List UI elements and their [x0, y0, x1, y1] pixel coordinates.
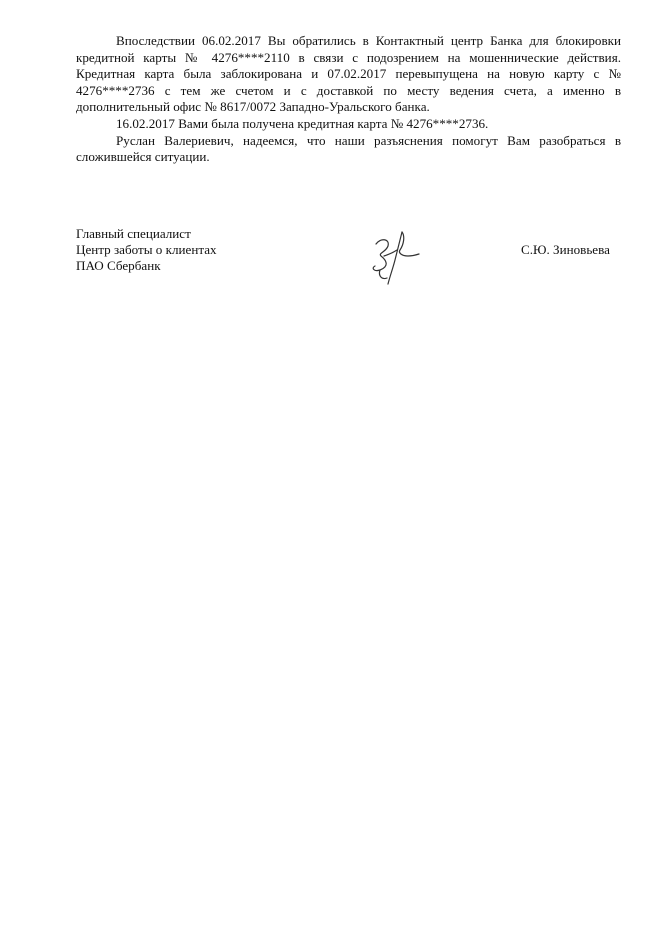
signer-department: Центр заботы о клиентах: [76, 242, 217, 258]
letter-body: [76, 33, 621, 166]
signer-organization: ПАО Сбербанк: [76, 258, 161, 274]
paragraph-card-received: 16.02.2017 Вами была получена кредитная карта № 4276****2736.: [116, 115, 489, 131]
signer-position: Главный специалист: [76, 226, 191, 241]
signature-block: [76, 226, 217, 275]
signer-name: С.Ю. Зиновьева: [521, 242, 610, 257]
paragraph-closing: Руслан Валериевич, надеемся, что наши разъяснения помогут Вам разобраться в сложившейся ситуации.: [76, 132, 621, 165]
handwritten-signature-icon: [364, 226, 424, 288]
paragraph-card-blocking: Впоследствии 06.02.2017 Вы обратились в Контактный центр Банка для блокировки кредитной карты № 4276****2110 в связи с подозрением на мошеннические действия. Кредитная карта была заблокирована и 07.02.2017 перевыпущена на новую карту с № 4276****2736 с тем же счетом и с доставкой по месту ведения счета, а именно в дополнительный офис № 8617/0072 Западно-Уральского банка.: [76, 33, 621, 115]
